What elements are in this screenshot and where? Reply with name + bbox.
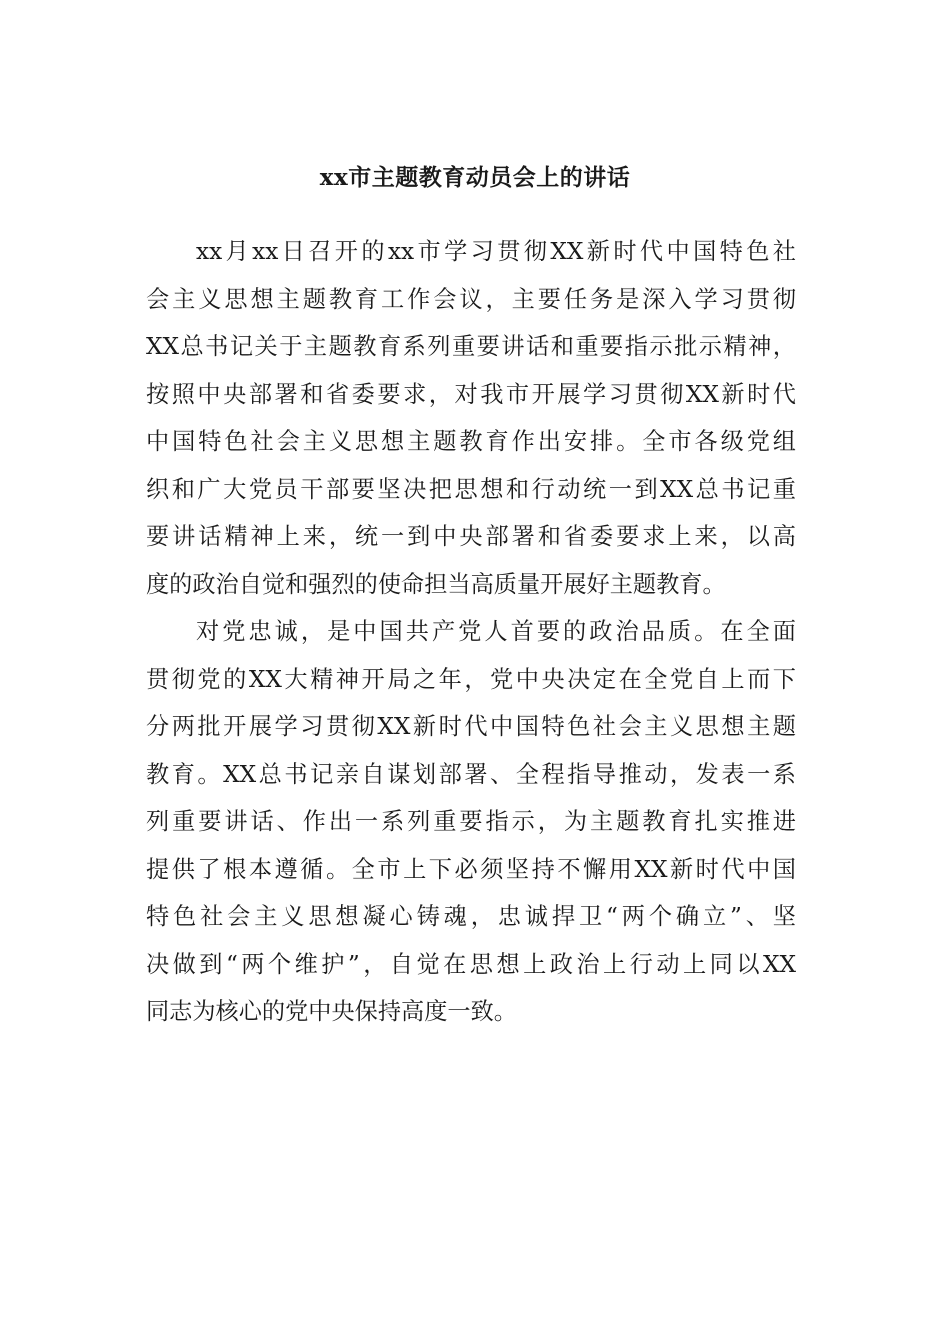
document-body [146, 228, 796, 1036]
paragraph-line: 贯彻党的XX大精神开局之年，党中央决定在全党自上而下 [146, 665, 796, 693]
paragraph-line: 列重要讲话、作出一系列重要指示，为主题教育扎实推进 [146, 808, 796, 835]
paragraph-line: 对党忠诚，是中国共产党人首要的政治品质。在全面 [196, 618, 796, 645]
paragraph-line: XX总书记关于主题教育系列重要讲话和重要指示批示精神， [146, 333, 796, 360]
paragraph-line: xx月xx日召开的xx市学习贯彻XX新时代中国特色社 [196, 238, 796, 265]
paragraph-line: 织和广大党员干部要坚决把思想和行动统一到XX总书记重 [146, 475, 796, 503]
paragraph-line: 特色社会主义思想凝心铸魂，忠诚捍卫“两个确立”、坚 [146, 903, 796, 930]
paragraph-2 [146, 608, 796, 1036]
paragraph-line: 中国特色社会主义思想主题教育作出安排。全市各级党组 [146, 428, 796, 455]
document-title: xx市主题教育动员会上的讲话 [319, 164, 631, 191]
paragraph-line: 分两批开展学习贯彻XX新时代中国特色社会主义思想主题 [146, 713, 796, 740]
paragraph-line: 提供了根本遵循。全市上下必须坚持不懈用XX新时代中国 [146, 855, 796, 883]
paragraph-line: 度的政治自觉和强烈的使命担当高质量开展好主题教育。 [146, 570, 726, 598]
paragraph-line: 教育。XX总书记亲自谋划部署、全程指导推动，发表一系 [146, 760, 796, 788]
paragraph-line: 决做到“两个维护”，自觉在思想上政治上行动上同以XX [146, 950, 796, 978]
paragraph-line: 会主义思想主题教育工作会议，主要任务是深入学习贯彻 [146, 285, 796, 313]
paragraph-line: 同志为核心的党中央保持高度一致。 [146, 998, 517, 1025]
paragraph-line: 要讲话精神上来，统一到中央部署和省委要求上来，以高 [146, 523, 796, 550]
paragraph-line: 按照中央部署和省委要求，对我市开展学习贯彻XX新时代 [146, 380, 796, 408]
paragraph-1 [146, 228, 796, 608]
